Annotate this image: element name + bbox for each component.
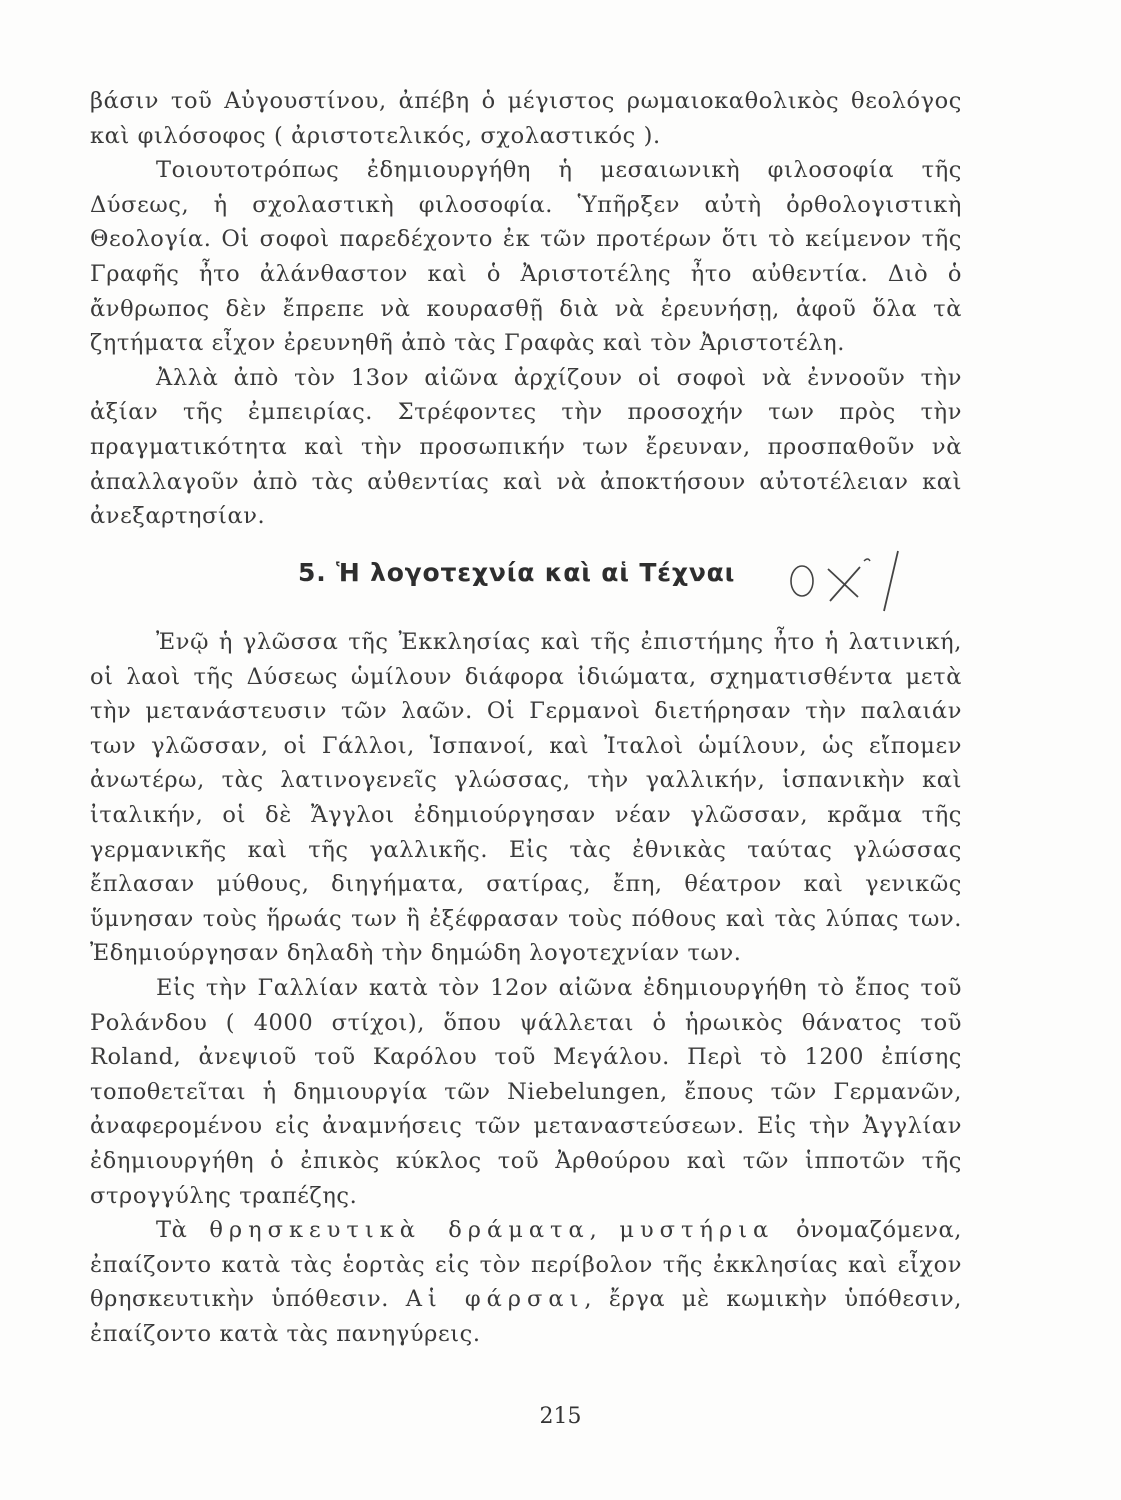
top-text-block bbox=[90, 84, 962, 534]
paragraph-experience bbox=[90, 361, 962, 534]
text-run: , bbox=[589, 1217, 620, 1244]
paragraph-text: Τοιουτοτρόπως ἐδημιουργήθη ἡ μεσαιωνικὴ φιλοσοφία τῆς Δύσεως, ἡ σχολαστικὴ φιλοσοφία. Ὑπῆρξεν αὐτὴ ὀρθολογιστικὴ Θεολογία. Οἱ σοφοὶ παρεδέχοντο ἐκ τῶν προτέρων ὅτι τὸ κείμενον τῆς Γραφῆς ἦτο ἀλάνθαστον καὶ ὁ Ἀριστοτέλης ἦτο αὐθεντία. Διὸ ὁ ἄνθρωπος δὲν ἔπρεπε νὰ κουρασθῇ διὰ νὰ ἐρευνήσῃ, ἀφοῦ ὅλα τὰ ζητήματα εἶχον ἐρευνηθῆ ἀπὸ τὰς Γραφὰς καὶ τὸν Ἀριστοτέλη. bbox=[90, 157, 962, 357]
paragraph-epics: Εἰς τὴν Γαλλίαν κατὰ τὸν 12ον αἰῶνα ἐδημιουργήθη τὸ ἔπος τοῦ Ρολάνδου ( 4000 στίχοι), ὅπου ψάλλεται ὁ ἡρωικὸς θάνατος τοῦ Roland, ἀνεψιοῦ τοῦ Καρόλου τοῦ Μεγάλου. Περὶ τὸ 1200 ἐπίσης τοποθετεῖται ἡ δημιουργία τῶν Niebelungen, ἔπους τῶν Γερμανῶν, ἀναφερομένου εἰς ἀναμνήσεις τῶν μεταναστεύσεων. Εἰς τὴν Ἀγγλίαν ἐδημιουργήθη ὁ ἐπικὸς κύκλος τοῦ Ἀρθούρου καὶ τῶν ἱπποτῶν τῆς στρογγύλης τραπέζης. bbox=[90, 974, 962, 1209]
section-heading: 5. Ἡ λογοτεχνία καὶ αἱ Τέχναι bbox=[298, 558, 736, 587]
spaced-term: μυστήρια bbox=[619, 1217, 775, 1244]
page-number: 215 bbox=[539, 1404, 582, 1429]
paragraph-text: Ἀλλὰ ἀπὸ τὸν 13ον αἰῶνα ἀρχίζουν οἱ σοφοὶ νὰ ἐννοοῦν τὴν ἀξίαν τῆς ἐμπειρίας. Στρέφοντες τὴν προσοχήν των πρὸς τὴν πραγματικότητα καὶ τὴν προσωπικήν των ἔρευναν, προσπαθοῦν νὰ ἀπαλλαγοῦν ἀπὸ τὰς αὐθεντίας καὶ νὰ ἀποκτήσουν αὐτοτέλειαν καὶ ἀνεξαρτησίαν. bbox=[90, 364, 962, 530]
handwritten-note bbox=[780, 545, 920, 615]
bottom-text-block bbox=[90, 625, 962, 1351]
text-run: Τὰ bbox=[156, 1217, 210, 1244]
paragraph-scholastic-philosophy bbox=[90, 153, 962, 361]
text-run: ὀνομαζόμενα, ἐπαίζοντο κατὰ τὰς ἑορτὰς εἰς τὸν περίβολον τῆς ἐκκλησίας καὶ εἶχον θρησκευτικὴν ὑπόθεσιν. bbox=[90, 1217, 962, 1313]
text-run: , ἔργα μὲ κωμικὴν ὑπόθεσιν, ἐπαίζοντο κατὰ τὰς πανηγύρεις. bbox=[90, 1286, 962, 1347]
paragraph-languages: Ἐνῷ ἡ γλῶσσα τῆς Ἐκκλησίας καὶ τῆς ἐπιστήμης ἦτο ἡ λατινική, οἱ λαοὶ τῆς Δύσεως ὡμίλουν διάφορα ἰδιώματα, σχηματισθέντα μετὰ τὴν μετανάστευσιν τῶν λαῶν. Οἱ Γερμανοὶ διετήρησαν τὴν παλαιάν των γλῶσσαν, οἱ Γάλλοι, Ἱσπανοί, καὶ Ἰταλοὶ ὡμίλουν, ὡς εἴπομεν ἀνωτέρω, τὰς λατινογενεῖς γλώσσας, τὴν γαλλικήν, ἱσπανικὴν καὶ ἰταλικήν, οἱ δὲ Ἄγγλοι ἐδημιούργησαν νέαν γλῶσσαν, κρᾶμα τῆς γερμανικῆς καὶ τῆς γαλλικῆς. Εἰς τὰς ἐθνικὰς ταύτας γλώσσας ἔπλασαν μύθους, διηγήματα, σατίρας, ἔπη, θέατρον καὶ γενικῶς ὕμνησαν τοὺς ἥρωάς των ἢ ἐξέφρασαν τοὺς πόθους καὶ τὰς λύπας των. Ἐδημιούργησαν δηλαδὴ τὴν δημώδη λογοτεχνίαν των. bbox=[90, 629, 962, 967]
paragraph-continuation: βάσιν τοῦ Αὐγουστίνου, ἀπέβη ὁ μέγιστος ρωμαιοκαθολικὸς θεολόγος καὶ φιλόσοφος ( ἀριστοτελικός, σχολαστικός ). bbox=[90, 88, 962, 149]
spaced-term: θρησκευτικὰ δράματα bbox=[209, 1217, 590, 1244]
paragraph-dramas bbox=[90, 1213, 962, 1351]
spaced-term: Αἱ φάρσαι bbox=[405, 1286, 585, 1313]
